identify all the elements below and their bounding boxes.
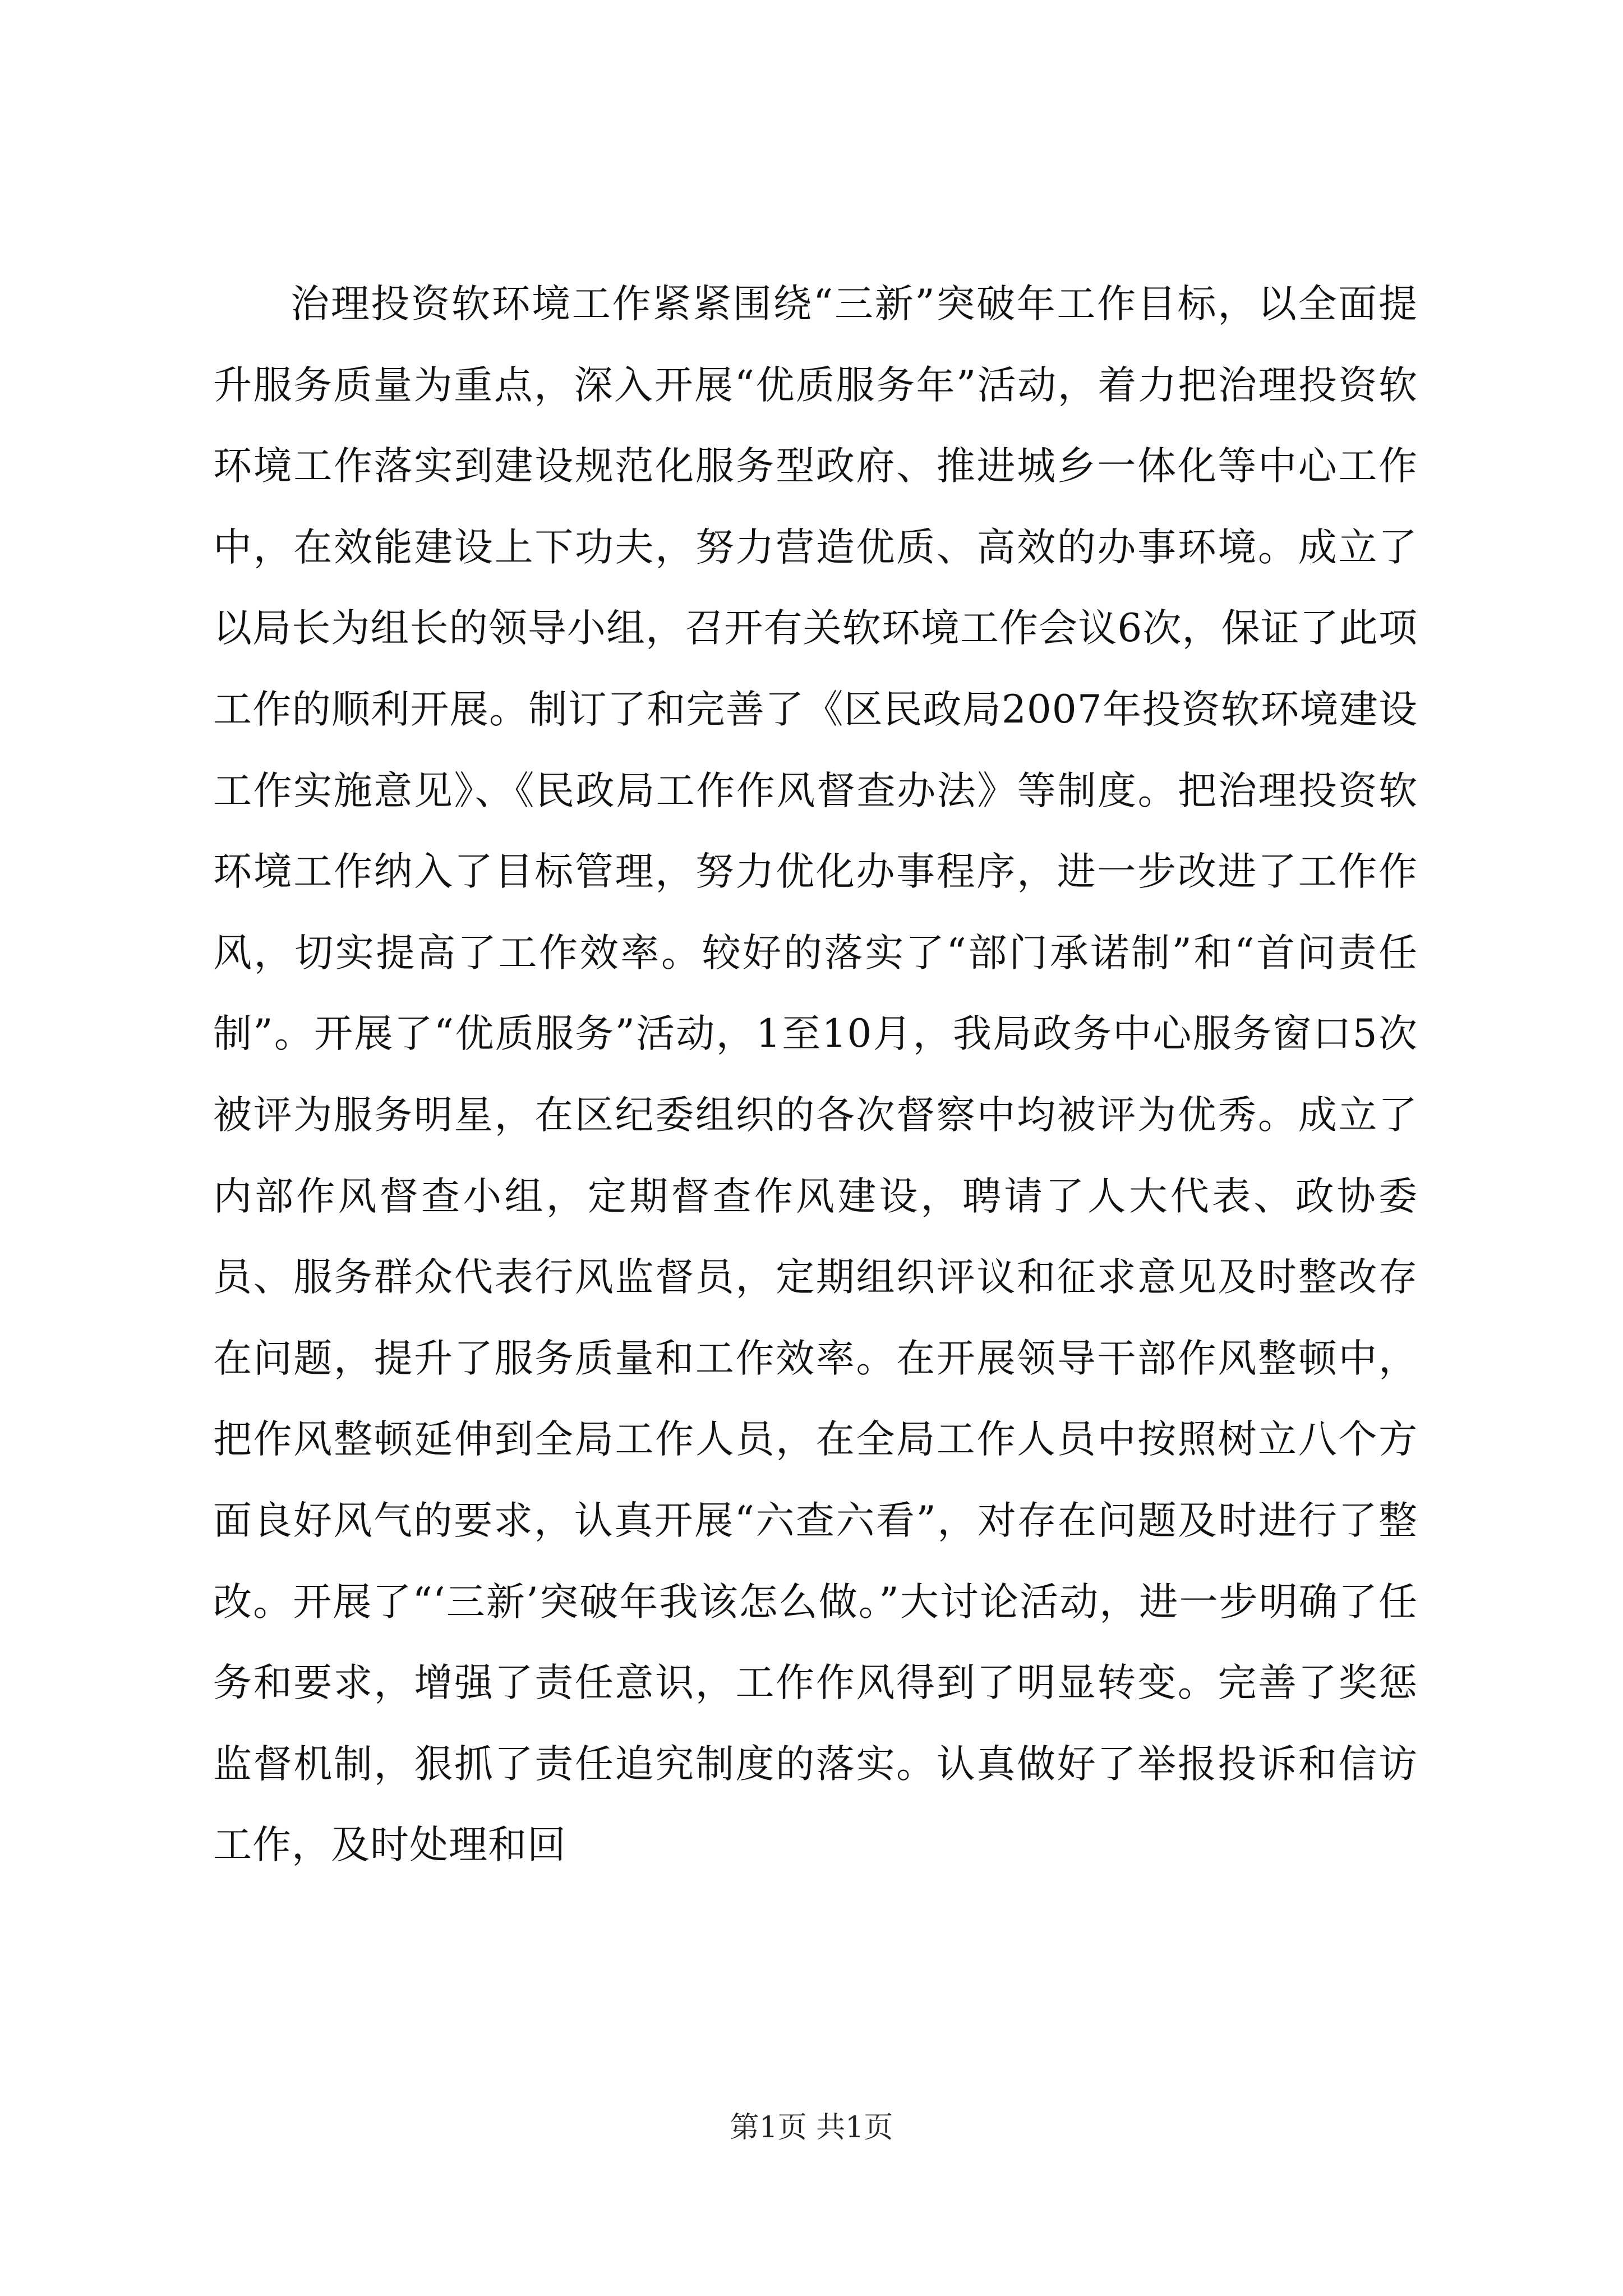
body-paragraph: 治理投资软环境工作紧紧围绕“三新”突破年工作目标，以全面提升服务质量为重点，深入开展“优质服务年”活动，着力把治理投资软环境工作落实到建设规范化服务型政府、推进城乡一体化等中心工作中，在效能建设上下功夫，努力营造优质、高效的办事环境。成立了以局长为组长的领导小组，召开有关软环境工作会议6次，保证了此项工作的顺利开展。制订了和完善了《区民政局2007年投资软环境建设工作实施意见》、《民政局工作作风督查办法》等制度。把治理投资软环境工作纳入了目标管理，努力优化办事程序，进一步改进了工作作风，切实提高了工作效率。较好的落实了“部门承诺制”和“首问责任制”。开展了“优质服务”活动，1至10月，我局政务中心服务窗口5次被评为服务明星，在区纪委组织的各次督察中均被评为优秀。成立了内部作风督查小组，定期督查作风建设，聘请了人大代表、政协委员、服务群众代表行风监督员，定期组织评议和征求意见及时整改存在问题，提升了服务质量和工作效率。在开展领导干部作风整顿中，把作风整顿延伸到全局工作人员，在全局工作人员中按照树立八个方面良好风气的要求，认真开展“六查六看”，对存在问题及时进行了整改。开展了“‘三新’突破年我该怎么做。”大讨论活动，进一步明确了任务和要求，增强了责任意识，工作作风得到了明显转变。完善了奖惩监督机制，狠抓了责任追究制度的落实。认真做好了举报投诉和信访工作，及时处理和回	[213, 282, 1418, 1868]
page-footer: 第1页 共1页	[730, 2111, 893, 2145]
